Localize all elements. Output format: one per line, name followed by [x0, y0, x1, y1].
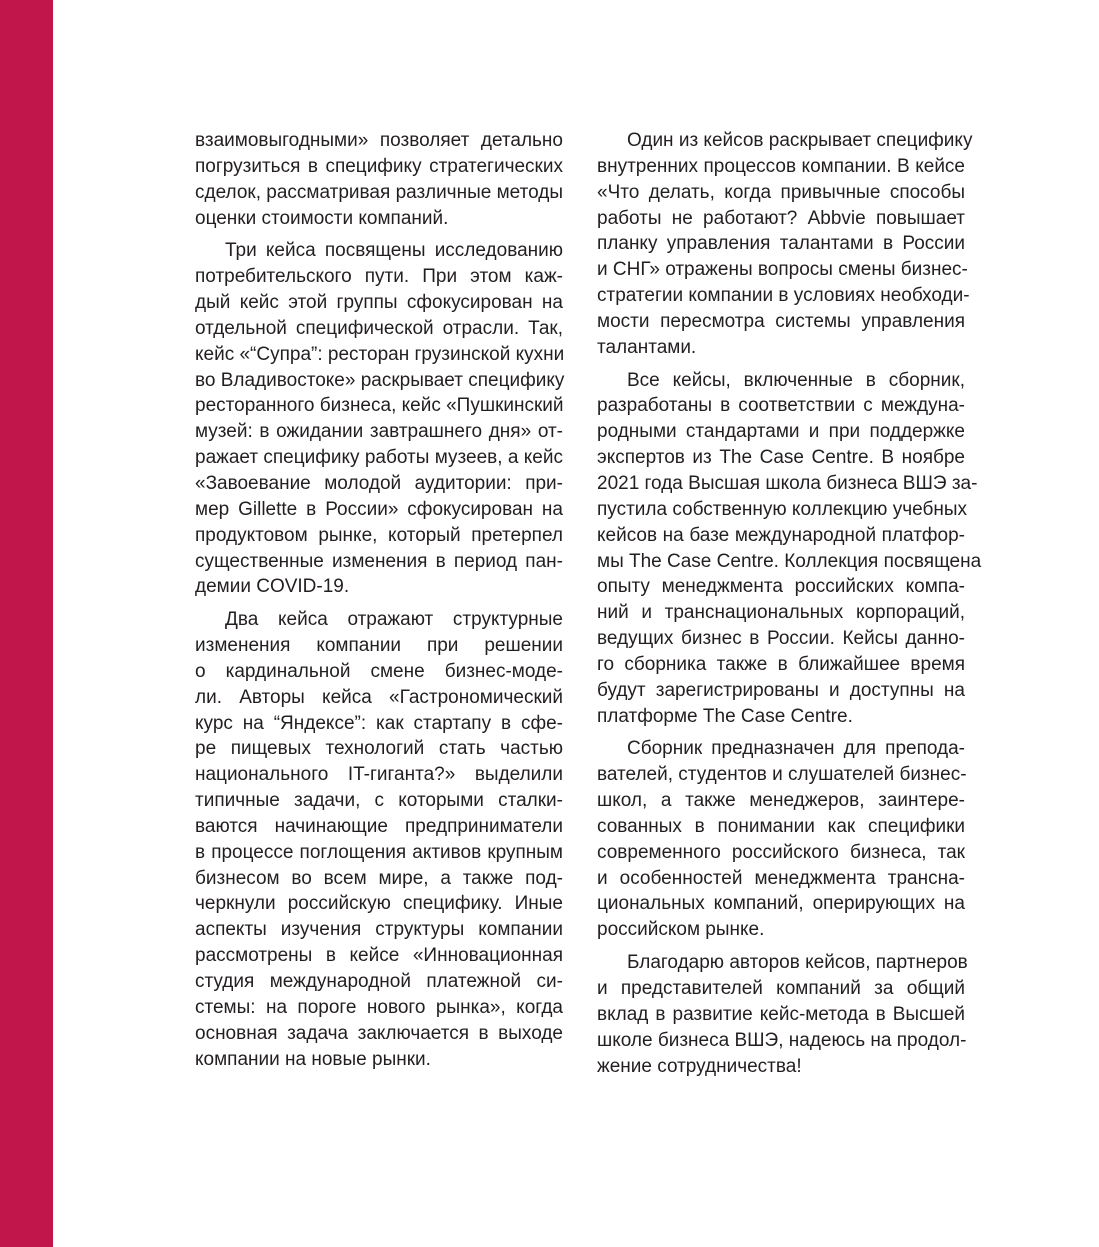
text-line: ний и транснациональных корпораций, — [597, 602, 965, 624]
paragraph — [597, 368, 982, 730]
left-text-column — [195, 128, 563, 1072]
text-line: существенные изменения в период пан- — [195, 550, 563, 572]
text-line: «Завоевание молодой аудитории: при- — [195, 472, 563, 494]
text-line: стемы: на пороге нового рынка», когда — [195, 996, 563, 1018]
text-line: Благодарю авторов кейсов, партнеров — [627, 952, 968, 974]
text-line: курс на “Яндексе”: как стартапу в сфе- — [195, 712, 563, 734]
text-line: ресторанного бизнеса, кейс «Пушкинский — [195, 395, 564, 417]
text-line: отдельной специфической отрасли. Так, — [195, 317, 563, 339]
text-line: вклад в развитие кейс-метода в Высшей — [597, 1003, 965, 1025]
text-line: внутренних процессов компании. В кейсе — [597, 155, 965, 177]
text-line: погрузиться в специфику стратегических — [195, 155, 563, 177]
paragraph — [195, 607, 563, 1072]
text-line: взаимовыгодными» позволяет детально — [195, 130, 563, 151]
text-line: дый кейс этой группы сфокусирован на — [195, 292, 563, 314]
text-line: оценки стоимости компаний. — [195, 207, 449, 229]
text-line: мы The Case Centre. Коллекция посвящена — [597, 550, 982, 572]
text-line: кейсов на базе международной платфор- — [597, 524, 965, 546]
text-line: черкнули российскую специфику. Иные — [195, 893, 563, 915]
text-line: Один из кейсов раскрывает специфику — [627, 130, 973, 151]
text-line: талантами. — [597, 336, 697, 358]
paragraph — [597, 950, 968, 1079]
text-line: «Что делать, когда привычные способы — [597, 181, 965, 203]
text-line: национального IT-гиганта?» выделили — [195, 764, 563, 786]
text-line: мости пересмотра системы управления — [597, 310, 965, 332]
text-line: современного российского бизнеса, так — [597, 841, 965, 863]
right-text-column — [597, 128, 982, 1079]
text-line: аспекты изучения структуры компании — [195, 919, 563, 941]
text-line: жение сотрудничества! — [597, 1055, 802, 1077]
text-line: демии COVID-19. — [195, 576, 350, 598]
text-line: ли. Авторы кейса «Гастрономический — [195, 686, 563, 708]
text-line: стратегии компании в условиях необходи- — [597, 285, 970, 307]
text-line: ре пищевых технологий стать частью — [195, 738, 563, 760]
text-line: музей: в ожидании завтрашнего дня» от- — [195, 421, 563, 443]
text-line: школе бизнеса ВШЭ, надеюсь на продол- — [597, 1029, 967, 1051]
paragraph — [597, 736, 965, 943]
text-line: сованных в понимании как специфики — [597, 815, 965, 837]
text-line: сделок, рассматривая различные методы — [195, 181, 563, 203]
text-line: основная задача заключается в выходе — [195, 1022, 563, 1044]
text-line: кейс «“Супра”: ресторан грузинской кухни — [195, 343, 565, 365]
text-line: Три кейса посвящены исследованию — [225, 240, 563, 262]
text-line: пустила собственную коллекцию учебных — [597, 498, 967, 520]
text-line: российском рынке. — [597, 919, 765, 941]
text-line: циональных компаний, оперирующих на — [597, 893, 965, 915]
text-line: платформе The Case Centre. — [597, 705, 853, 727]
text-line: планку управления талантами в России — [597, 233, 965, 255]
text-line: компании на новые рынки. — [195, 1048, 431, 1070]
text-line: Сборник предназначен для препода- — [627, 738, 965, 760]
text-line: опыту менеджмента российских компа- — [597, 576, 965, 598]
text-line: продуктовом рынке, который претерпел — [195, 524, 563, 546]
text-line: во Владивостоке» раскрывает специфику — [195, 369, 565, 391]
text-line: работы не работают? Abbvie повышает — [597, 207, 965, 229]
paragraph — [597, 128, 973, 361]
text-line: рассмотрены в кейсе «Инновационная — [195, 945, 563, 967]
text-line: типичные задачи, с которыми сталки- — [195, 790, 563, 812]
text-line: родными стандартами и при поддержке — [597, 421, 965, 443]
text-line: экспертов из The Case Centre. В ноябре — [597, 447, 965, 469]
text-line: ражает специфику работы музеев, а кейс — [195, 447, 563, 469]
text-line: бизнесом во всем мире, а также под- — [195, 867, 563, 889]
text-line: го сборника также в ближайшее время — [597, 653, 965, 675]
text-line: о кардинальной смене бизнес-моде- — [195, 660, 563, 682]
paragraph — [195, 238, 563, 600]
text-line: ваются начинающие предприниматели — [195, 815, 563, 837]
text-line: 2021 года Высшая школа бизнеса ВШЭ за- — [597, 472, 978, 494]
text-line: будут зарегистрированы и доступны на — [597, 679, 965, 701]
text-line: школ, а также менеджеров, заинтере- — [597, 790, 965, 812]
text-line: и представителей компаний за общий — [597, 978, 965, 999]
text-line: разработаны в соответствии с междуна- — [597, 395, 965, 417]
text-line: ведущих бизнес в России. Кейсы данно- — [597, 628, 965, 650]
text-line: мер Gillette в России» сфокусирован на — [195, 498, 563, 520]
text-line: и особенностей менеджмента трансна- — [597, 867, 965, 889]
text-line: изменения компании при решении — [195, 635, 563, 657]
text-line: студия международной платежной си- — [195, 971, 563, 992]
text-line: Все кейсы, включенные в сборник, — [627, 369, 965, 391]
paragraph — [195, 128, 563, 231]
side-accent-bar — [0, 0, 53, 1247]
text-line: потребительского пути. При этом каж- — [195, 266, 563, 288]
text-line: в процессе поглощения активов крупным — [195, 841, 563, 863]
text-line: Два кейса отражают структурные — [225, 609, 563, 631]
text-line: и СНГ» отражены вопросы смены бизнес- — [597, 259, 968, 281]
text-line: вателей, студентов и слушателей бизнес- — [597, 764, 967, 786]
